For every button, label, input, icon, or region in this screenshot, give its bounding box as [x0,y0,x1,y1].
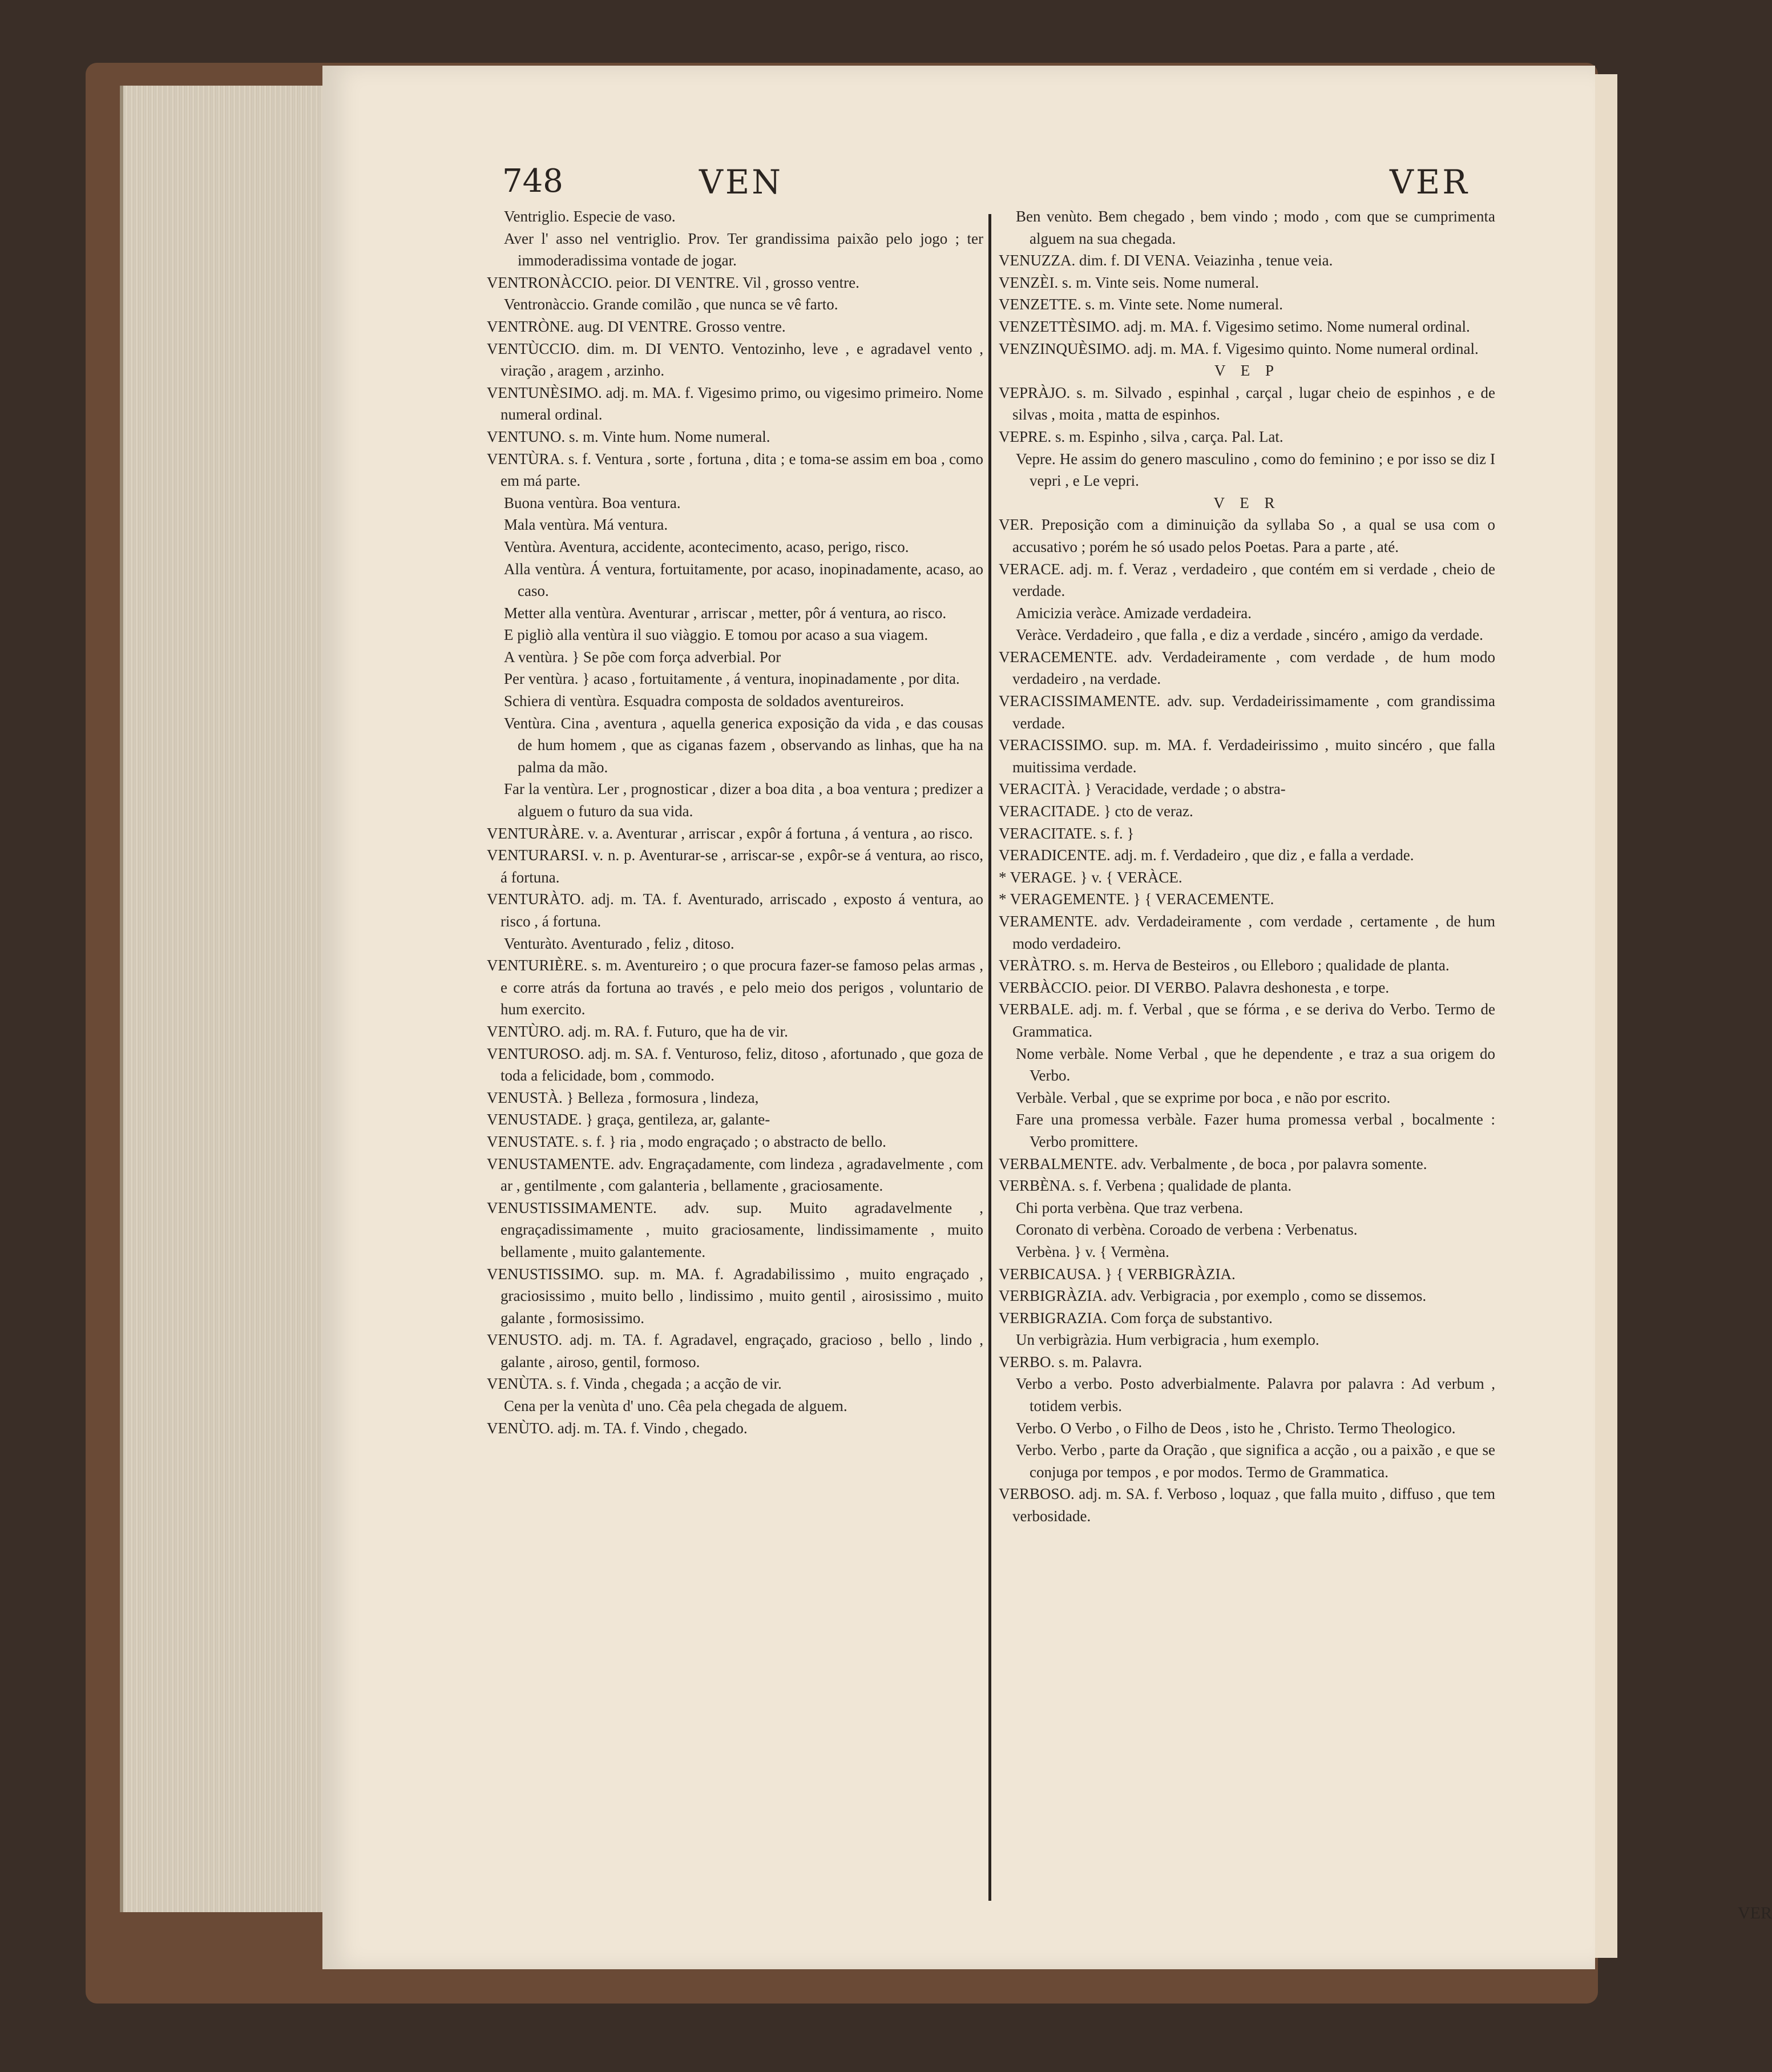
dictionary-entry: E pigliò alla ventùra il suo viàggio. E tomou por acaso a sua viagem. [504,626,929,644]
dictionary-entry: VENTÙRO. adj. m. RA. f. Futuro, que ha de vir. [487,1022,788,1040]
dictionary-entry: VERBÀCCIO. peior. DI VERBO. Palavra deshonesta , e torpe. [999,978,1390,996]
dictionary-entry: Per ventùra. } acaso , fortuitamente , á ventura, inopinadamente , por dita. [504,670,960,688]
dictionary-entry: VENTRÒNE. aug. DI VENTRE. Grosso ventre. [487,317,786,335]
dictionary-entry: VENZÈI. s. m. Vinte seis. Nome numeral. [999,273,1260,291]
dictionary-entry: Aver l' asso nel ventriglio. Prov. Ter grandissima paixão pelo jogo ; ter immoderadissima vontade de jogar. [504,229,983,269]
dictionary-entry: VENTUROSO. adj. m. SA. f. Venturoso, feliz, ditoso , afortunado , que goza de toda a felicidade, bom , commodo. [487,1045,983,1085]
dictionary-entry: VERBIGRAZIA. Com força de substantivo. [999,1309,1273,1327]
column-rule [988,214,991,1901]
dictionary-entry: Far la ventùra. Ler , prognosticar , dizer a boa dita , a boa ventura ; predizer a alguem o futuro da sua vida. [504,780,983,820]
dictionary-entry: Cena per la venùta d' uno. Cêa pela chegada de alguem. [504,1397,847,1415]
dictionary-entry: VEPRÀJO. s. m. Silvado , espinhal , carçal , lugar cheio de espinhos , e de silvas , moita , matta de espinhos. [999,384,1495,424]
dictionary-entry: VERACISSIMO. sup. m. MA. f. Verdadeirissimo , muito sincéro , que falla muitissima verdade. [999,736,1495,776]
dictionary-entry: Verbo. Verbo , parte da Oração , que significa a acção , ou a paixão , e que se conjuga por tempos , e por modos. Termo de Grammatica. [1016,1441,1495,1481]
page-edges [120,86,329,1912]
dictionary-entry: Metter alla ventùra. Aventurar , arriscar , metter, pôr á ventura, ao risco. [504,604,947,622]
dictionary-entry: VENUZZA. dim. f. DI VENA. Veiazinha , tenue veia. [999,252,1333,269]
dictionary-entry: VERACISSIMAMENTE. adv. sup. Verdadeirissimamente , com grandissima verdade. [999,692,1495,732]
dictionary-entry: Verbo. O Verbo , o Filho de Deos , isto he , Christo. Termo Theologico. [1016,1419,1456,1437]
right-column [999,205,1495,1878]
dictionary-entry: VENÙTA. s. f. Vinda , chegada ; a acção de vir. [487,1375,782,1393]
dictionary-entry: * VERAGEMENTE. } { VERACEMENTE. [999,890,1274,908]
dictionary-entry: VENUSTÀ. } Belleza , formosura , lindeza, [487,1089,759,1106]
dictionary-entry: VERACITATE. s. f. } [999,824,1135,842]
dictionary-entry: Amicizia veràce. Amizade verdadeira. [1016,604,1252,622]
dictionary-entry: * VERAGE. } v. { VERÀCE. [999,868,1182,886]
dictionary-entry: VEPRE. s. m. Espinho , silva , carça. Pal. Lat. [999,428,1283,445]
dictionary-entry: VERACE. adj. m. f. Veraz , verdadeiro , que contém em si verdade , cheio de verdade. [999,560,1495,600]
dictionary-entry: VENTURÀTO. adj. m. TA. f. Aventurado, arriscado , exposto á ventura, ao risco , á fortuna. [487,890,983,930]
dictionary-entry: VER. Preposição com a diminuição da syllaba So , a qual se usa com o accusativo ; porém he só usado pelos Poetas. Para a parte , até. [999,516,1495,555]
dictionary-entry: VERACITADE. } cto de veraz. [999,803,1193,820]
dictionary-entry: VENZETTE. s. m. Vinte sete. Nome numeral. [999,296,1283,313]
dictionary-entry: VENZINQUÈSIMO. adj. m. MA. f. Vigesimo quinto. Nome numeral ordinal. [999,340,1479,357]
dictionary-entry: VENUSTO. adj. m. TA. f. Agradavel, engraçado, gracioso , bello , lindo , galante , airoso, gentil, formoso. [487,1331,983,1370]
section-heading: V E P [1214,362,1280,380]
dictionary-entry: A ventùra. } Se põe com força adverbial. Por [504,648,781,666]
dictionary-entry: VENTURARSI. v. n. p. Aventurar-se , arriscar-se , expôr-se á ventura, ao risco, á fortuna. [487,846,983,886]
dictionary-entry: Alla ventùra. Á ventura, fortuitamente, por acaso, inopinadamente, acaso, ao caso. [504,560,983,600]
dictionary-entry: VERÀTRO. s. m. Herva de Besteiros , ou Elleboro ; qualidade de planta. [999,957,1450,974]
dictionary-entry: VERBIGRÀZIA. adv. Verbigracia , por exemplo , como se dissemos. [999,1287,1427,1305]
dictionary-entry: Vepre. He assim do genero masculino , como do feminino ; e por isso se diz I vepri , e Le vepri. [1016,450,1495,490]
dictionary-entry: Ventùra. Cina , aventura , aquella generica exposição da vida , e das cousas de hum homem , que as ciganas fazem , observando as linhas, que ha na palma da mão. [504,714,983,776]
dictionary-entry: VENUSTADE. } graça, gentileza, ar, galante- [487,1111,770,1128]
dictionary-entry: Venturàto. Aventurado , feliz , ditoso. [504,934,734,952]
dictionary-entry: VENUSTISSIMO. sup. m. MA. f. Agradabilissimo , muito engraçado , graciosissimo , muito bello , lindissimo , muito gentil , airosissimo , muito galante , formosissimo. [487,1265,983,1327]
dictionary-entry: Ventùra. Aventura, accidente, acontecimento, acaso, perigo, risco. [504,538,909,555]
dictionary-entry: VERADICENTE. adj. m. f. Verdadeiro , que diz , e falla a verdade. [999,846,1414,864]
running-head-right: VER [1390,163,1470,201]
dictionary-entry: VERBALMENTE. adv. Verbalmente , de boca , por palavra somente. [999,1155,1427,1172]
dictionary-entry: Verbàle. Verbal , que se exprime por boca , e não por escrito. [1016,1089,1391,1106]
dictionary-entry: Nome verbàle. Nome Verbal , que he dependente , e traz a sua origem do Verbo. [1016,1045,1495,1085]
dictionary-entry: VERACITÀ. } Veracidade, verdade ; o abstra- [999,780,1286,798]
dictionary-entry: Coronato di verbèna. Coroado de verbena : Verbenatus. [1016,1221,1358,1239]
book-page [322,66,1772,1969]
page-number: 748 [502,163,563,200]
dictionary-entry: Schiera di ventùra. Esquadra composta de soldados aventureiros. [504,692,905,710]
dictionary-entry: VERBÈNA. s. f. Verbena ; qualidade de planta. [999,1177,1292,1195]
dictionary-entry: VENTUNO. s. m. Vinte hum. Nome numeral. [487,428,770,445]
dictionary-entry: Mala ventùra. Má ventura. [504,516,668,534]
dictionary-entry: VENUSTISSIMAMENTE. adv. sup. Muito agradavelmente , engraçadissimamente , muito graciosamente, lindissimamente , muito bellamente , muito galantemente. [487,1199,983,1260]
facing-page-edge [1592,74,1617,1958]
running-head-left: VEN [699,163,783,201]
catchword: VER [1738,1904,1772,1922]
dictionary-entry: Ben venùto. Bem chegado , bem vindo ; modo , com que se cumprimenta alguem na sua chegada. [1016,208,1495,247]
dictionary-entry: VENTURIÈRE. s. m. Aventureiro ; o que procura fazer-se famoso pelas armas , e corre atrás da fortuna ao través , e pelo meio dos perigos , voluntario de hum exercito. [487,957,983,1018]
dictionary-entry: VENUSTATE. s. f. } ria , modo engraçado ; o abstracto de bello. [487,1132,886,1150]
dictionary-entry: VENZETTÈSIMO. adj. m. MA. f. Vigesimo setimo. Nome numeral ordinal. [999,317,1470,335]
dictionary-entry: Chi porta verbèna. Que traz verbena. [1016,1199,1244,1216]
dictionary-entry: VENTURÀRE. v. a. Aventurar , arriscar , expôr á fortuna , á ventura , ao risco. [487,824,973,842]
dictionary-entry: VENTÙRA. s. f. Ventura , sorte , fortuna , dita ; e toma-se assim em boa , como em má parte. [487,450,983,490]
dictionary-entry: VERBO. s. m. Palavra. [999,1353,1143,1370]
dictionary-entry: VERACEMENTE. adv. Verdadeiramente , com verdade , de hum modo verdadeiro , na verdade. [999,648,1495,688]
dictionary-entry: Un verbigràzia. Hum verbigracia , hum exemplo. [1016,1331,1319,1349]
dictionary-entry: Verbo a verbo. Posto adverbialmente. Palavra por palavra : Ad verbum , totidem verbis. [1016,1375,1495,1415]
dictionary-entry: VENTRONÀCCIO. peior. DI VENTRE. Vil , grosso ventre. [487,273,859,291]
dictionary-entry: VENÙTO. adj. m. TA. f. Vindo , chegado. [487,1419,748,1437]
dictionary-entry: Verbèna. } v. { Vermèna. [1016,1243,1169,1260]
dictionary-entry: Fare una promessa verbàle. Fazer huma promessa verbal , bocalmente : Verbo promittere. [1016,1111,1495,1150]
page-header [502,157,1552,208]
dictionary-entry: VENTUNÈSIMO. adj. m. MA. f. Vigesimo primo, ou vigesimo primeiro. Nome numeral ordinal. [487,384,983,424]
section-heading: V E R [1213,494,1281,511]
dictionary-entry: Buona ventùra. Boa ventura. [504,494,681,511]
dictionary-entry: VERBALE. adj. m. f. Verbal , que se fórma , e se deriva do Verbo. Termo de Grammatica. [999,1001,1495,1040]
dictionary-entry: VERBOSO. adj. m. SA. f. Verboso , loquaz , que falla muito , diffuso , que tem verbosidade. [999,1485,1495,1525]
left-column [487,205,983,1878]
dictionary-entry: VERAMENTE. adv. Verdadeiramente , com verdade , certamente , de hum modo verdadeiro. [999,913,1495,952]
dictionary-entry: Veràce. Verdadeiro , que falla , e diz a verdade , sincéro , amigo da verdade. [1016,626,1483,644]
dictionary-entry: VENTÙCCIO. dim. m. DI VENTO. Ventozinho, leve , e agradavel vento , viração , aragem , arzinho. [487,340,983,380]
dictionary-entry: VENUSTAMENTE. adv. Engraçadamente, com lindeza , agradavelmente , com ar , gentilmente , com galanteria , bellamente , graciosamente. [487,1155,983,1195]
dictionary-entry: Ventronàccio. Grande comilão , que nunca se vê farto. [504,296,838,313]
dictionary-entry: VERBICAUSA. } { VERBIGRÀZIA. [999,1265,1236,1283]
dictionary-entry: Ventriglio. Especie de vaso. [504,208,676,225]
